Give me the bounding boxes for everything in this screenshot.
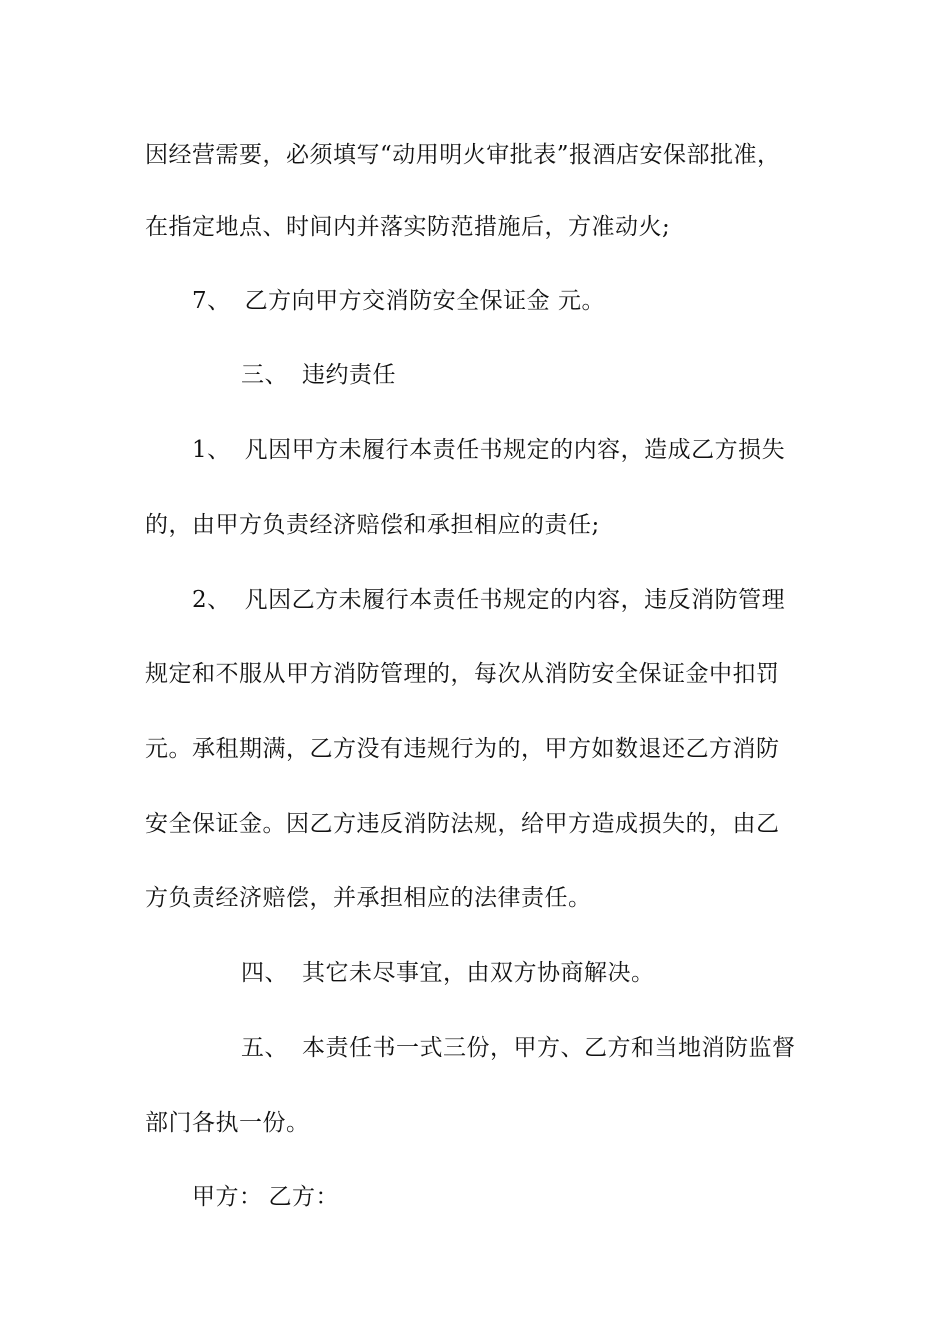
list-item-2 (192, 585, 785, 615)
party-a-label: 甲方： (192, 1184, 263, 1210)
text-line: 本责任书一式三份，甲方、乙方和当地消防监督 (302, 1035, 796, 1061)
party-b-label: 乙方： (268, 1184, 339, 1210)
text-line: 因经营需要，必须填写“动用明火审批表”报酒店安保部批准， (145, 142, 781, 168)
paragraph-line (145, 1108, 310, 1138)
paragraph-line (145, 734, 780, 764)
text-line: 其它未尽事宜，由双方协商解决。 (302, 960, 655, 986)
section-number: 三、 (241, 362, 288, 388)
section-title: 违约责任 (302, 362, 396, 388)
section-heading-4 (241, 958, 655, 988)
list-item-1 (192, 435, 785, 465)
paragraph-line (145, 140, 781, 170)
text-line: 在指定地点、时间内并落实防范措施后，方准动火; (145, 214, 671, 240)
signature-line (192, 1182, 339, 1212)
paragraph-line (145, 883, 592, 913)
section-heading-3 (241, 360, 396, 390)
text-line: 方负责经济赔偿，并承担相应的法律责任。 (145, 885, 592, 911)
paragraph-line (145, 809, 780, 839)
paragraph-line (145, 510, 600, 540)
paragraph-line (145, 659, 780, 689)
section-number: 四、 (241, 960, 288, 986)
paragraph-line (145, 212, 670, 242)
text-line: 乙方向甲方交消防安全保证金 元。 (244, 288, 605, 314)
text-line: 的，由甲方负责经济赔偿和承担相应的责任; (145, 512, 600, 538)
text-line: 部门各执一份。 (145, 1110, 310, 1136)
text-line: 元。承租期满，乙方没有违规行为的，甲方如数退还乙方消防 (145, 736, 780, 762)
text-line: 凡因乙方未履行本责任书规定的内容，违反消防管理 (244, 587, 786, 613)
section-number: 五、 (241, 1035, 288, 1061)
item-number: 1、 (192, 437, 231, 463)
text-line: 凡因甲方未履行本责任书规定的内容，造成乙方损失 (244, 437, 786, 463)
text-line: 规定和不服从甲方消防管理的，每次从消防安全保证金中扣罚 (145, 661, 780, 687)
section-heading-5 (241, 1033, 796, 1063)
item-number: 7、 (192, 288, 231, 314)
item-number: 2、 (192, 587, 231, 613)
text-line: 安全保证金。因乙方违反消防法规，给甲方造成损失的，由乙 (145, 811, 780, 837)
list-item-7 (192, 286, 605, 316)
